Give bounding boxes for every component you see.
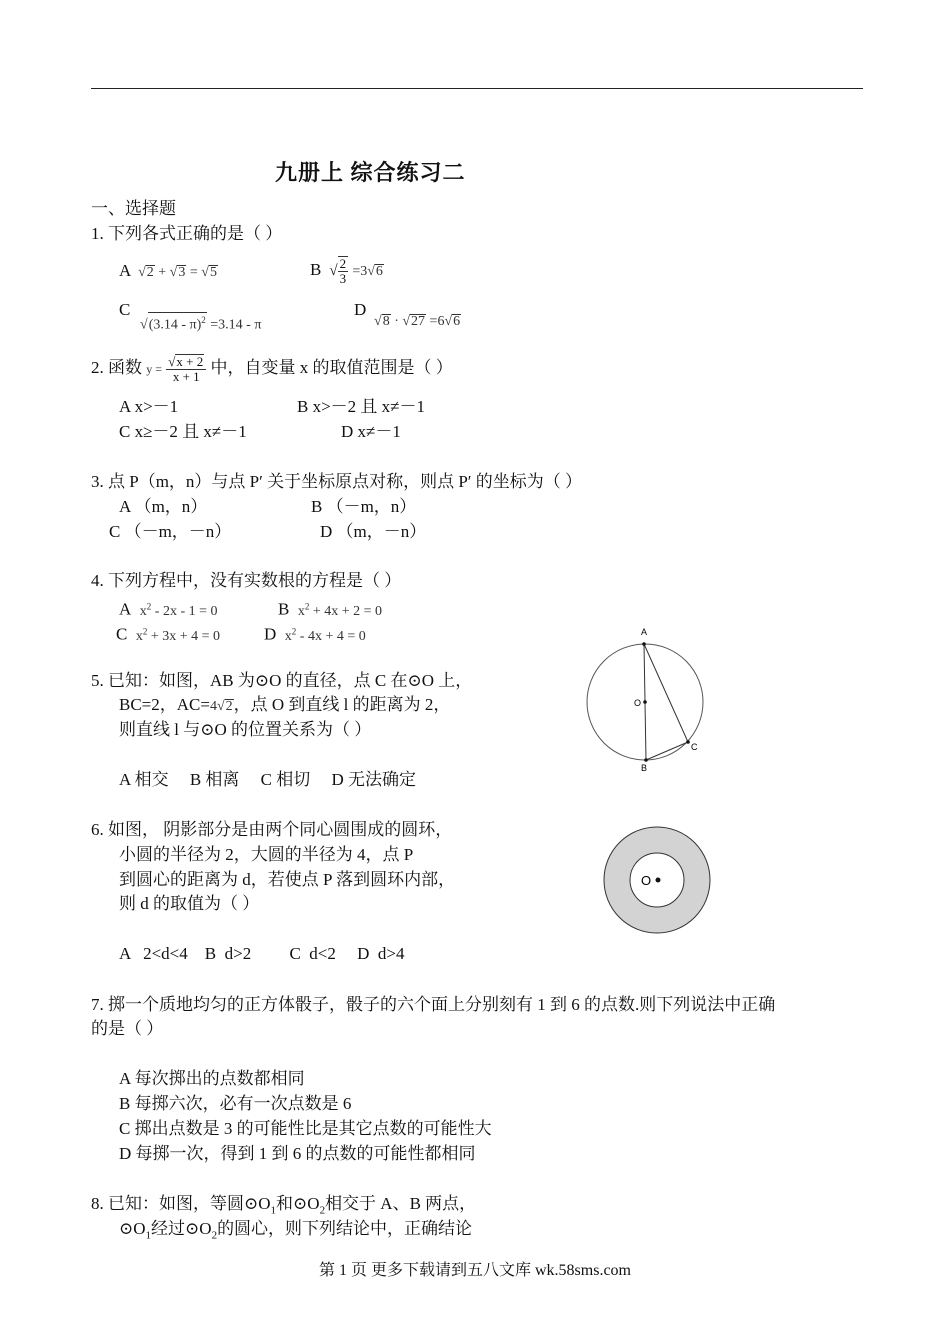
q7-option-c: C 掷出点数是 3 的可能性比是其它点数的可能性大 xyxy=(119,1119,492,1138)
q6-options: A 2<d<4 B d>2 C d<2 D d>4 xyxy=(119,944,405,963)
q6-center-point xyxy=(656,878,661,883)
q1-option-d xyxy=(354,300,366,320)
q1-b-rad: 6 xyxy=(375,264,383,279)
q1-option-c xyxy=(119,300,130,320)
q1-option-a: A √2 + √3 = √5 xyxy=(119,261,217,280)
q6-line1: 6. 如图， 阴影部分是由两个同心圆围成的圆环， xyxy=(91,820,453,839)
q5-line3: 则直线 l 与⊙O 的位置关系为（ ） xyxy=(119,720,372,739)
q5-label-c: C xyxy=(691,742,698,752)
q8-line2: $⊙O_1$经过$⊙O_2$的圆心，则下列结论中，正确结论 xyxy=(119,1219,473,1242)
q6-ring-figure xyxy=(600,824,715,936)
q4-option-b: B $x^2 + 4x + 2 = 0$ xyxy=(278,599,383,619)
q1-c-rhs: =3.14 - π xyxy=(210,317,262,333)
q6-line3: 到圆心的距离为 d，若使点 P 落到圆环内部， xyxy=(119,870,456,889)
q1-d-label: D xyxy=(354,300,367,319)
q1-stem: 1. 下列各式正确的是（ ） xyxy=(91,224,283,243)
q1-a-label: A xyxy=(119,261,131,280)
q4-option-c: C $x^2 + 3x + 4 = 0$ xyxy=(116,624,221,644)
q5-point-a xyxy=(642,642,646,646)
header-rule xyxy=(91,88,863,89)
q1-c-expr: √(3.14 - π)$^2$ =3.14 - π xyxy=(140,312,261,336)
q8-line1: 8. 已知：如图，等圆$⊙O_1$和$⊙O_2$相交于 A、B 两点， xyxy=(91,1194,477,1217)
q5-label-b: B xyxy=(641,763,648,773)
q7-option-a: A 每次掷出的点数都相同 xyxy=(119,1069,305,1088)
q6-line4: 则 d 的取值为（ ） xyxy=(119,894,260,913)
q3-option-c: C （－m，－n） xyxy=(109,522,232,541)
q2-fraction: $\frac{√x + 2}{x + 1}$ xyxy=(166,354,206,384)
q2-stem: 2. 函数 y = $\frac{√x + 2}{x + 1}$ 中，自变量 x 的取值范围是（ ） xyxy=(91,354,453,385)
q5-line1: 5. 已知：如图，AB 为⊙O 的直径，点 C 在⊙O 上， xyxy=(91,671,473,690)
q6-label-o: O xyxy=(641,873,652,888)
q1-d-expr: √8 · √27 =6√6 xyxy=(374,314,461,329)
q1-b-rhs: =3 xyxy=(352,264,368,279)
q4-stem: 4. 下列方程中，没有实数根的方程是（ ） xyxy=(91,571,402,590)
q7-line1: 7. 掷一个质地均匀的正方体骰子，骰子的六个面上分别刻有 1 到 6 的点数.则下列说法中正确 xyxy=(91,995,776,1014)
q7-line2: 的是（ ） xyxy=(91,1019,164,1038)
q5-point-b xyxy=(644,758,648,762)
q2-option-a: A x>－1 xyxy=(119,397,179,416)
q1-a-rad2: 3 xyxy=(178,265,186,280)
q5-point-o xyxy=(643,700,647,704)
q5-point-c xyxy=(686,740,690,744)
q5-circle-figure xyxy=(575,622,715,777)
q5-chord-ac xyxy=(644,644,688,742)
q3-option-d: D （m，－n） xyxy=(320,522,427,541)
q2-option-d: D x≠－1 xyxy=(341,422,401,441)
q2-option-b: B x>－2 且 x≠－1 xyxy=(297,397,426,416)
q7-option-b: B 每掷六次，必有一次点数是 6 xyxy=(119,1094,352,1113)
section-heading: 一、选择题 xyxy=(91,199,176,218)
q1-a-rad3: 5 xyxy=(209,265,217,280)
q5-line2: BC=2，AC=4√2，点 O 到直线 l 的距离为 2， xyxy=(119,695,451,714)
q4-option-d: D $x^2 - 4x + 4 = 0$ xyxy=(264,624,366,644)
q2-option-c: C x≥－2 且 x≠－1 xyxy=(119,422,247,441)
q5-options: A 相交 B 相离 C 相切 D 无法确定 xyxy=(119,770,417,789)
q5-chord-bc xyxy=(646,742,688,760)
page-title: 九册上 综合练习二 xyxy=(275,160,466,185)
q3-option-a: A （m，n） xyxy=(119,497,208,516)
q3-option-b: B （－m，n） xyxy=(311,497,417,516)
q5-label-a: A xyxy=(641,627,648,637)
q1-option-b: B √ $\frac{2}{3}$ =3√6 xyxy=(310,256,383,287)
q4-option-a: A $x^2 - 2x - 1 = 0$ xyxy=(119,599,218,619)
q1-c-inner: 3.14 - π xyxy=(153,317,197,333)
q1-b-fraction: $\frac{2}{3}$ xyxy=(339,256,347,287)
q7-option-d: D 每掷一次，得到 1 到 6 的点数的可能性都相同 xyxy=(119,1144,476,1163)
q1-b-label: B xyxy=(310,260,322,279)
q1-a-rad1: 2 xyxy=(146,265,154,280)
q5-label-o: O xyxy=(634,698,642,708)
q6-line2: 小圆的半径为 2，大圆的半径为 4，点 P xyxy=(119,845,414,864)
page-footer: 第 1 页 更多下载请到五八文库 wk.58sms.com xyxy=(318,1262,631,1279)
q3-stem: 3. 点 P（m，n）与点 P′ 关于坐标原点对称，则点 P′ 的坐标为（ ） xyxy=(91,472,583,491)
q1-c-label: C xyxy=(119,300,131,319)
